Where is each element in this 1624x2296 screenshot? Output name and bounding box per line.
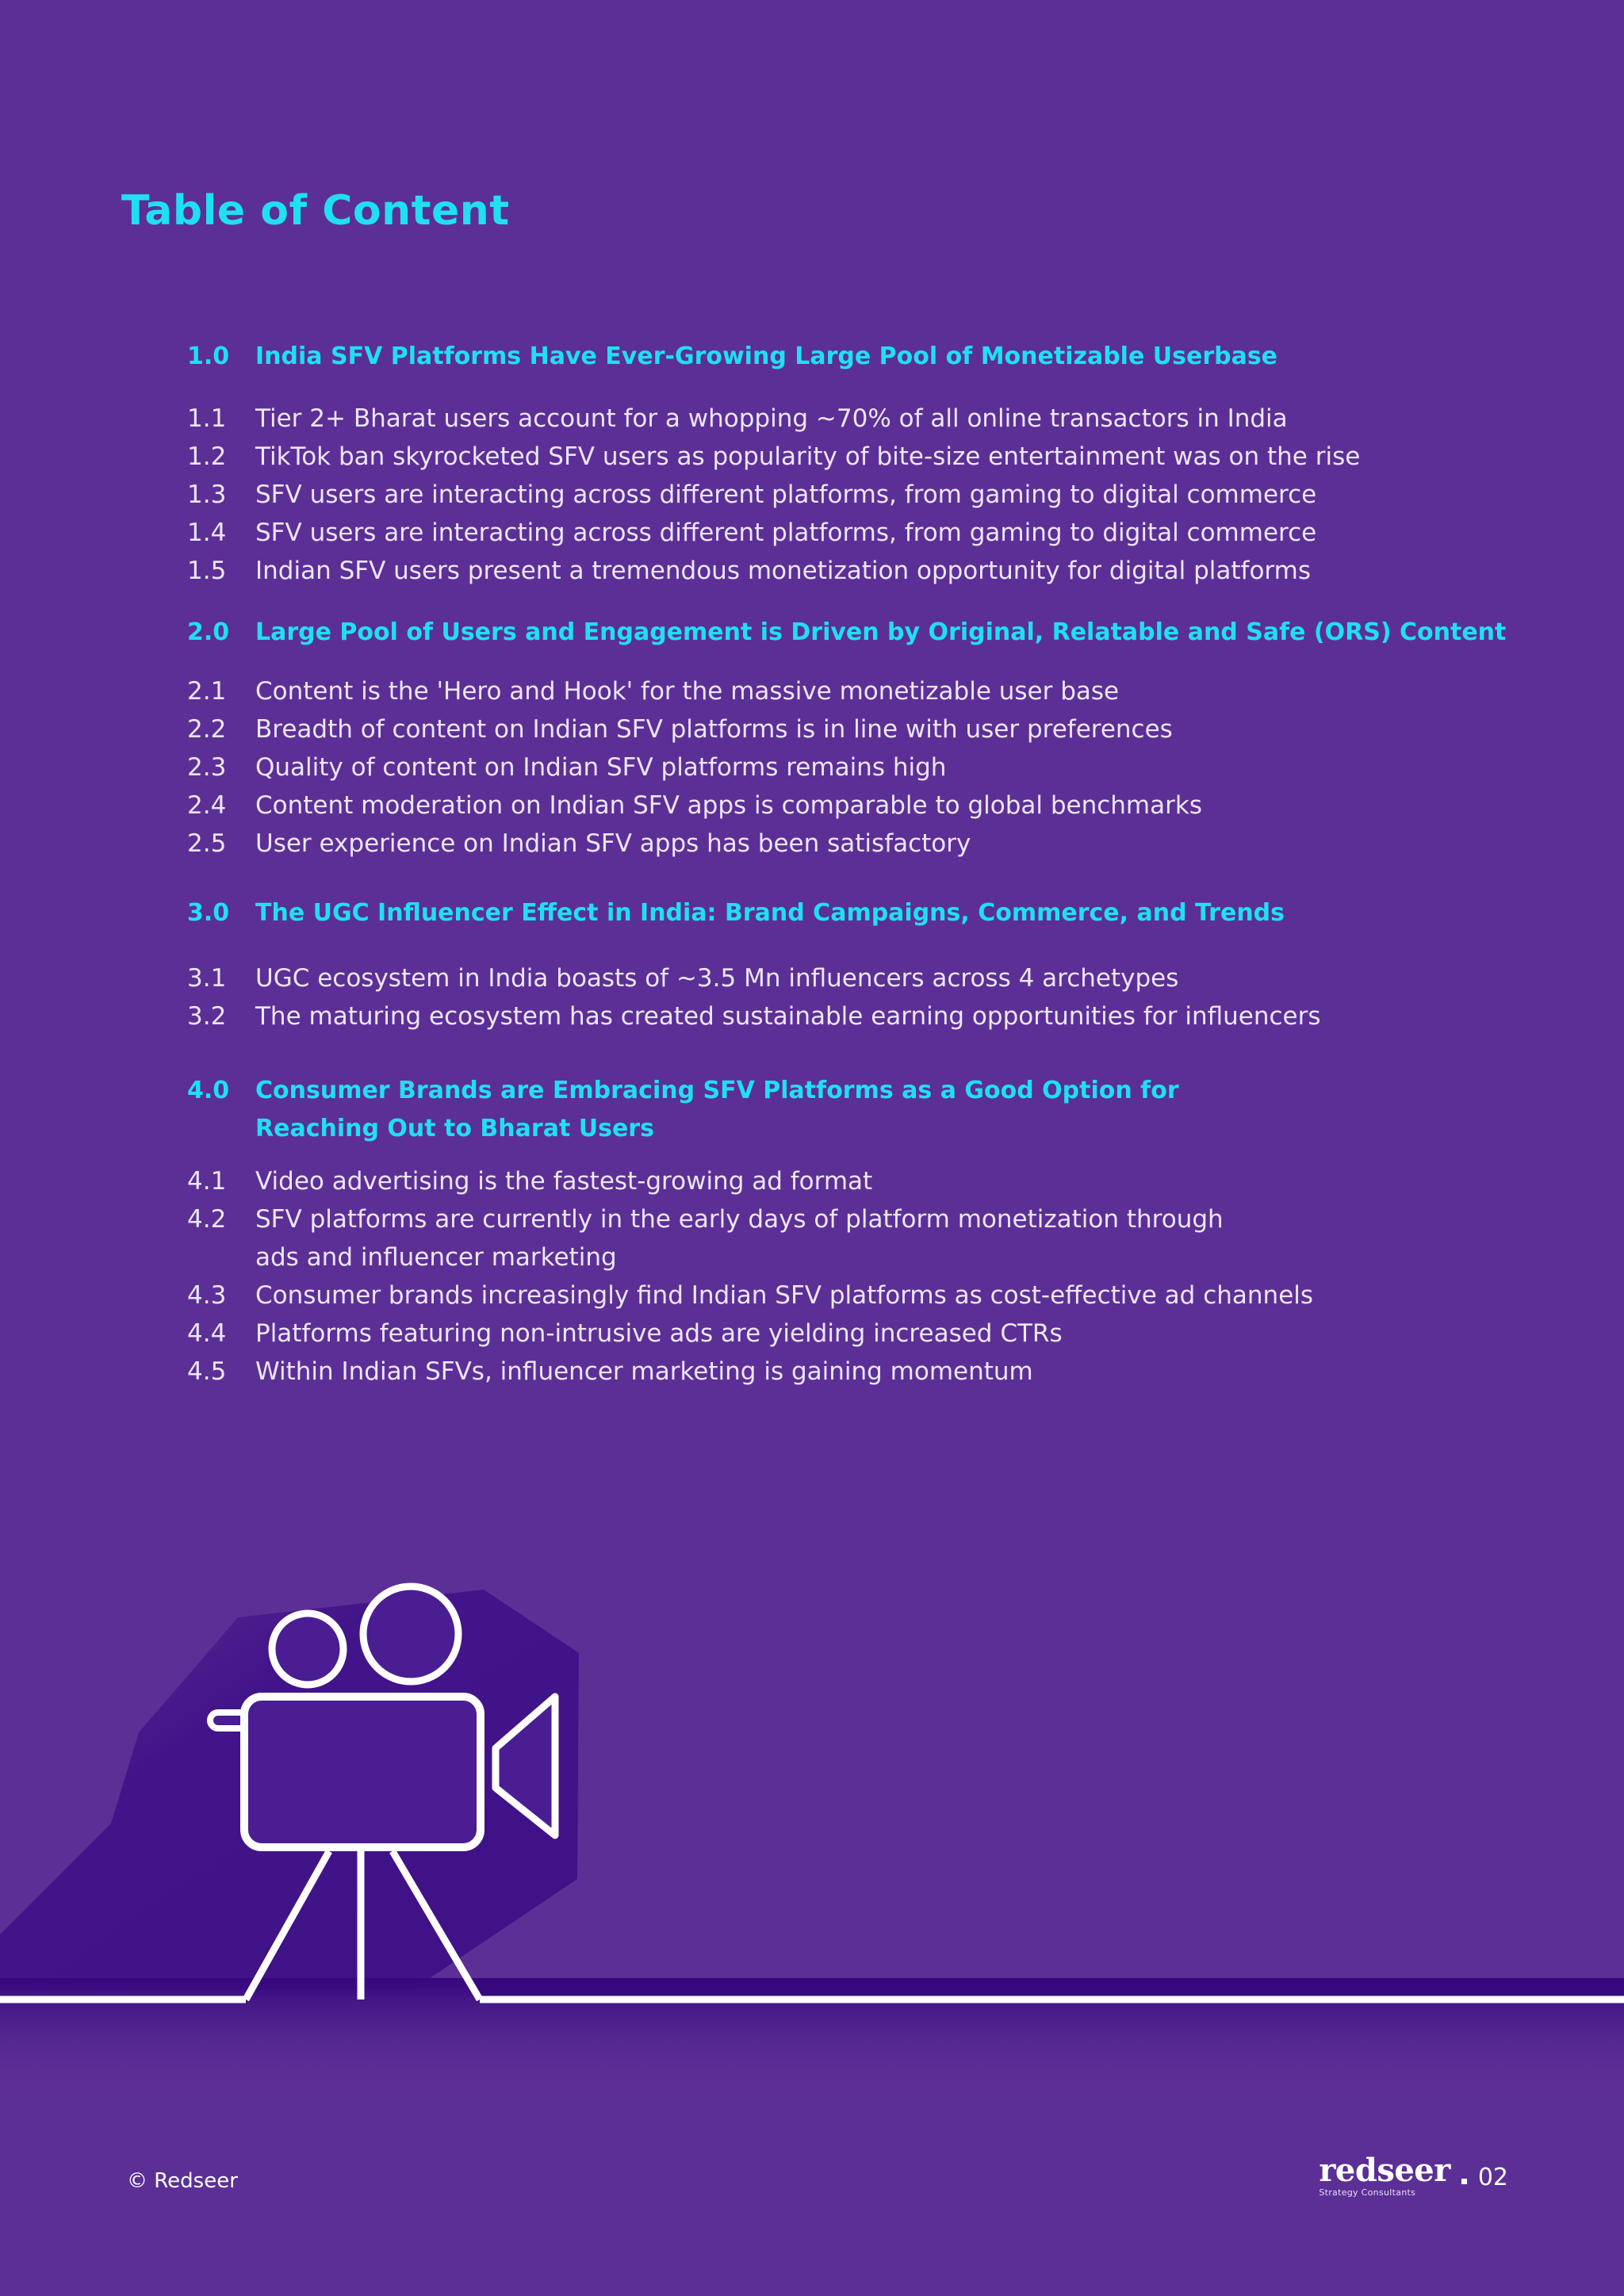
toc-item-number: 2.5 xyxy=(187,829,227,858)
redseer-logo xyxy=(1319,2152,1450,2198)
copyright-text: © Redseer xyxy=(127,2169,238,2193)
toc-item-number: 4.2 xyxy=(187,1205,227,1234)
brand-subtitle: Strategy Consultants xyxy=(1319,2187,1416,2198)
section-heading-text: Consumer Brands are Embracing SFV Platforms as a Good Option for xyxy=(255,1077,1179,1104)
toc-item-number: 2.2 xyxy=(187,715,227,744)
toc-item-number: 4.3 xyxy=(187,1281,227,1310)
toc-item-number: 4.5 xyxy=(187,1357,227,1386)
toc-item-text: SFV users are interacting across different platforms, from gaming to digital commerce xyxy=(255,480,1317,509)
toc-item-text: Quality of content on Indian SFV platforms remains high xyxy=(255,753,947,782)
toc-item-number: 3.2 xyxy=(187,1002,227,1031)
toc-item-text: Content moderation on Indian SFV apps is comparable to global benchmarks xyxy=(255,791,1202,820)
toc-item-text: SFV users are interacting across different platforms, from gaming to digital commerce xyxy=(255,519,1317,547)
toc-item-text: Consumer brands increasingly find Indian SFV platforms as cost-effective ad channels xyxy=(255,1281,1314,1310)
toc-item-text: Indian SFV users present a tremendous monetization opportunity for digital platforms xyxy=(255,557,1311,585)
toc-item-number: 3.1 xyxy=(187,964,227,993)
toc-item-text: Within Indian SFVs, influencer marketing is gaining momentum xyxy=(255,1357,1033,1386)
section-number: 3.0 xyxy=(187,899,230,927)
section-number: 2.0 xyxy=(187,618,230,646)
toc-item-text: User experience on Indian SFV apps has been satisfactory xyxy=(255,829,971,858)
section-heading-text: India SFV Platforms Have Ever-Growing Large Pool of Monetizable Userbase xyxy=(255,342,1278,370)
toc-item-text: SFV platforms are currently in the early days of platform monetization through xyxy=(255,1205,1224,1234)
toc-item-number: 2.3 xyxy=(187,753,227,782)
toc-item-text: ads and influencer marketing xyxy=(255,1243,617,1272)
page-number: 02 xyxy=(1477,2164,1508,2191)
section-number: 4.0 xyxy=(187,1077,230,1104)
footer-brand xyxy=(1319,2152,1508,2198)
toc-item-text: Platforms featuring non-intrusive ads are yielding increased CTRs xyxy=(255,1319,1063,1348)
toc-item-number: 2.4 xyxy=(187,791,227,820)
toc-item-number: 4.4 xyxy=(187,1319,227,1348)
section-heading-text: The UGC Influencer Effect in India: Brand Campaigns, Commerce, and Trends xyxy=(255,899,1285,927)
toc-item-number: 2.1 xyxy=(187,677,227,706)
toc-item-text: TikTok ban skyrocketed SFV users as popularity of bite-size entertainment was on the rise xyxy=(255,442,1361,471)
brand-name: redseer xyxy=(1319,2152,1450,2189)
toc-item-text: The maturing ecosystem has created sustainable earning opportunities for influencers xyxy=(255,1002,1321,1031)
toc-item-number: 1.5 xyxy=(187,557,227,585)
page-title: Table of Content xyxy=(121,187,510,235)
toc-item-text: Breadth of content on Indian SFV platforms is in line with user preferences xyxy=(255,715,1173,744)
toc-item-number: 1.4 xyxy=(187,519,227,547)
toc-item-number: 1.1 xyxy=(187,404,227,433)
video-camera-on-tripod-icon xyxy=(0,1546,1624,2117)
toc-item-text: Tier 2+ Bharat users account for a whopping ~70% of all online transactors in India xyxy=(255,404,1288,433)
toc-item-number: 1.2 xyxy=(187,442,227,471)
toc-item-text: Content is the 'Hero and Hook' for the massive monetizable user base xyxy=(255,677,1120,706)
section-heading-text: Reaching Out to Bharat Users xyxy=(255,1115,654,1142)
section-number: 1.0 xyxy=(187,342,230,370)
toc-item-text: UGC ecosystem in India boasts of ~3.5 Mn influencers across 4 archetypes xyxy=(255,964,1179,993)
toc-item-number: 4.1 xyxy=(187,1167,227,1196)
toc-item-text: Video advertising is the fastest-growing ad format xyxy=(255,1167,873,1196)
section-heading-text: Large Pool of Users and Engagement is Driven by Original, Relatable and Safe (ORS) Content xyxy=(255,618,1507,646)
toc-item-number: 1.3 xyxy=(187,480,227,509)
separator-dot xyxy=(1461,2179,1467,2184)
